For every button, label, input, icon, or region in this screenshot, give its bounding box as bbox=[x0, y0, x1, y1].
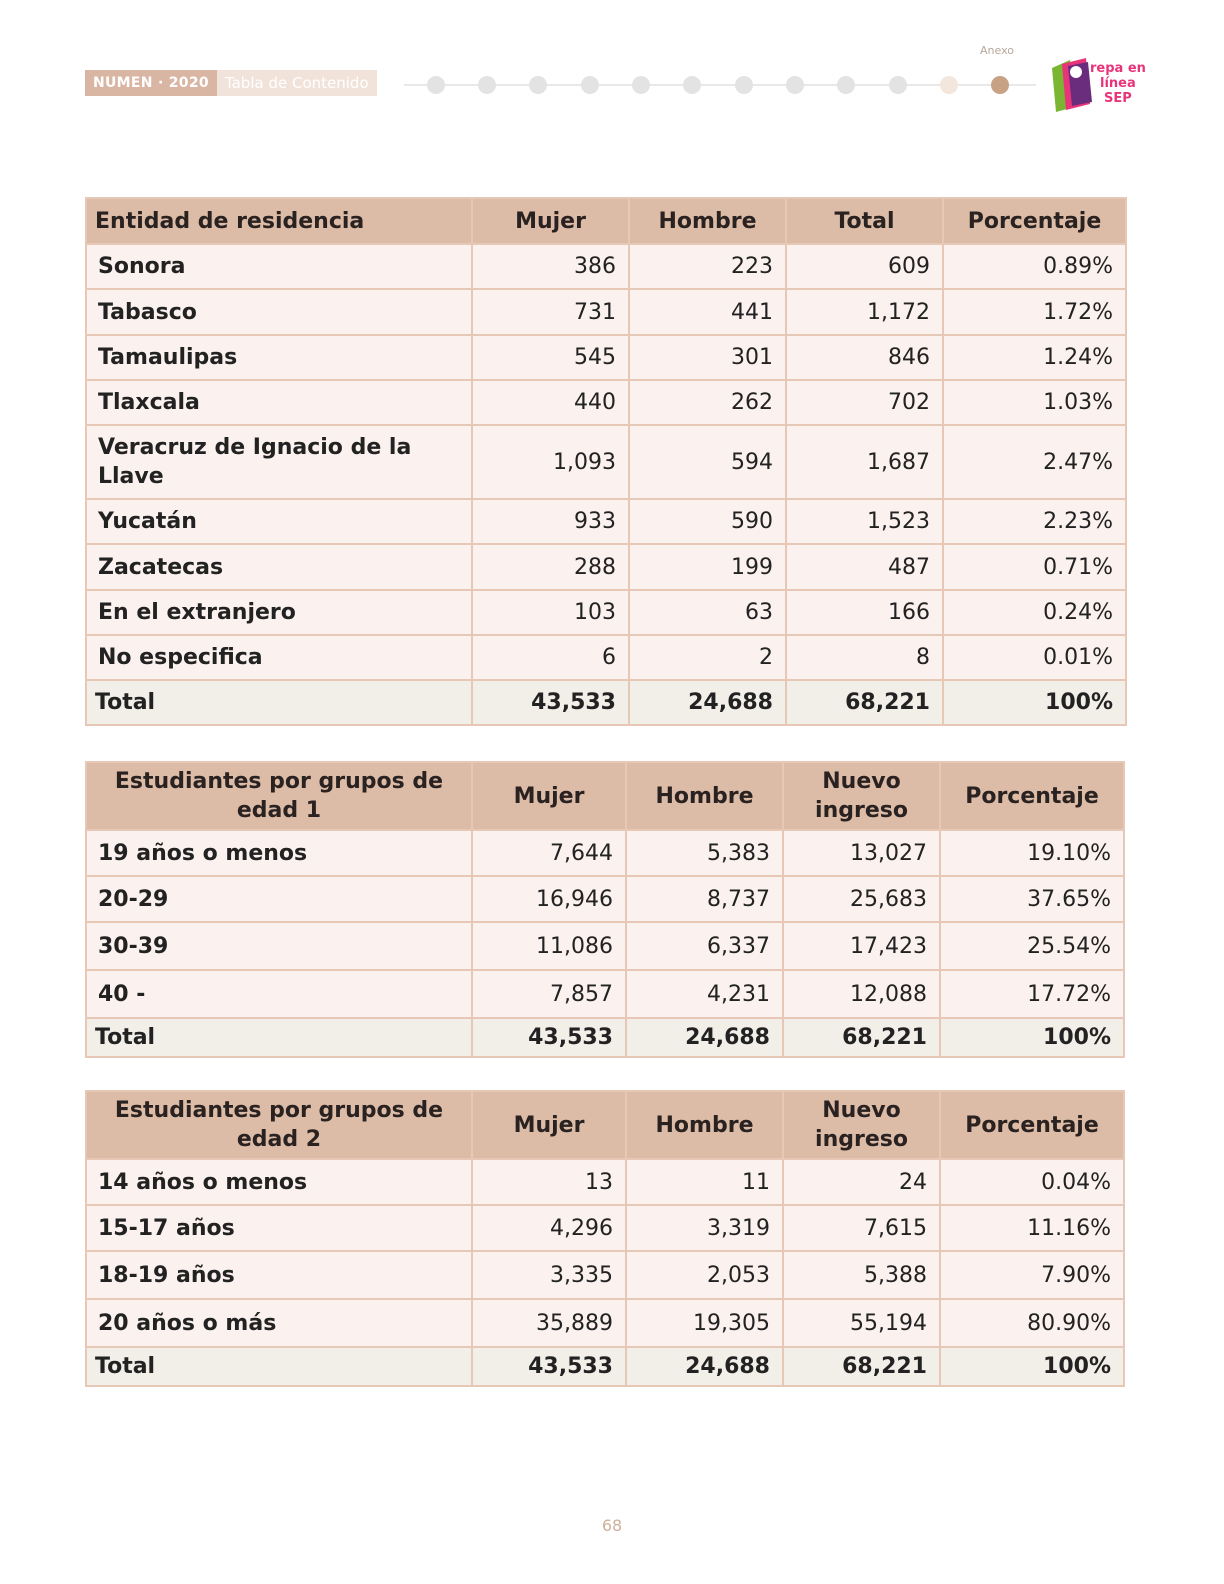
total-label: Total bbox=[86, 1347, 472, 1386]
table-row bbox=[86, 1251, 1124, 1299]
cell-value: 545 bbox=[472, 335, 629, 380]
cell-value: 5,388 bbox=[783, 1251, 940, 1299]
total-value: 100% bbox=[943, 680, 1126, 725]
cell-value: 846 bbox=[786, 335, 943, 380]
cell-value: 0.04% bbox=[940, 1159, 1124, 1205]
total-value: 24,688 bbox=[626, 1018, 783, 1057]
table-header-row bbox=[86, 1091, 1124, 1159]
svg-text:línea: línea bbox=[1100, 76, 1136, 91]
section-dot[interactable] bbox=[581, 76, 599, 94]
cell-value: 25,683 bbox=[783, 876, 940, 922]
column-header: Estudiantes por grupos de edad 1 bbox=[86, 762, 472, 830]
row-label: 40 - bbox=[86, 970, 472, 1018]
table-row bbox=[86, 876, 1124, 922]
prepa-en-linea-sep-logo bbox=[1048, 54, 1146, 116]
total-value: 68,221 bbox=[783, 1018, 940, 1057]
total-value: 68,221 bbox=[783, 1347, 940, 1386]
table-row bbox=[86, 425, 1126, 499]
column-header: Porcentaje bbox=[940, 1091, 1124, 1159]
cell-value: 1.24% bbox=[943, 335, 1126, 380]
cell-value: 19.10% bbox=[940, 830, 1124, 876]
row-label: Yucatán bbox=[86, 499, 472, 544]
cell-value: 0.89% bbox=[943, 244, 1126, 289]
cell-value: 1,093 bbox=[472, 425, 629, 499]
cell-value: 7.90% bbox=[940, 1251, 1124, 1299]
cell-value: 8,737 bbox=[626, 876, 783, 922]
table-row bbox=[86, 544, 1126, 590]
cell-value: 487 bbox=[786, 544, 943, 590]
cell-value: 2,053 bbox=[626, 1251, 783, 1299]
table-row bbox=[86, 1159, 1124, 1205]
cell-value: 262 bbox=[629, 380, 786, 425]
cell-value: 37.65% bbox=[940, 876, 1124, 922]
cell-value: 440 bbox=[472, 380, 629, 425]
cell-value: 301 bbox=[629, 335, 786, 380]
row-label: 14 años o menos bbox=[86, 1159, 472, 1205]
cell-value: 80.90% bbox=[940, 1299, 1124, 1347]
cell-value: 5,383 bbox=[626, 830, 783, 876]
cell-value: 8 bbox=[786, 635, 943, 680]
column-header: Entidad de residencia bbox=[86, 198, 472, 244]
cell-value: 166 bbox=[786, 590, 943, 635]
total-value: 43,533 bbox=[472, 1347, 626, 1386]
cell-value: 933 bbox=[472, 499, 629, 544]
row-label: Tlaxcala bbox=[86, 380, 472, 425]
section-dot[interactable] bbox=[735, 76, 753, 94]
cell-value: 2 bbox=[629, 635, 786, 680]
total-value: 43,533 bbox=[472, 1018, 626, 1057]
cell-value: 11,086 bbox=[472, 922, 626, 970]
column-header: Hombre bbox=[626, 762, 783, 830]
toc-link[interactable]: Tabla de Contenido bbox=[217, 70, 377, 96]
section-dot[interactable] bbox=[889, 76, 907, 94]
cell-value: 1.03% bbox=[943, 380, 1126, 425]
row-label: 15-17 años bbox=[86, 1205, 472, 1251]
cell-value: 0.24% bbox=[943, 590, 1126, 635]
total-label: Total bbox=[86, 680, 472, 725]
section-dot[interactable] bbox=[427, 76, 445, 94]
cell-value: 63 bbox=[629, 590, 786, 635]
cell-value: 1,523 bbox=[786, 499, 943, 544]
cell-value: 441 bbox=[629, 289, 786, 335]
cell-value: 7,857 bbox=[472, 970, 626, 1018]
row-label: Zacatecas bbox=[86, 544, 472, 590]
table-row bbox=[86, 499, 1126, 544]
cell-value: 7,615 bbox=[783, 1205, 940, 1251]
table-row bbox=[86, 590, 1126, 635]
table-row bbox=[86, 1299, 1124, 1347]
cell-value: 0.71% bbox=[943, 544, 1126, 590]
total-row bbox=[86, 680, 1126, 725]
table-row bbox=[86, 244, 1126, 289]
row-label: Tabasco bbox=[86, 289, 472, 335]
cell-value: 19,305 bbox=[626, 1299, 783, 1347]
cell-value: 13,027 bbox=[783, 830, 940, 876]
svg-text:SEP: SEP bbox=[1104, 91, 1132, 106]
cell-value: 103 bbox=[472, 590, 629, 635]
column-header: Hombre bbox=[626, 1091, 783, 1159]
section-dot[interactable] bbox=[837, 76, 855, 94]
cell-value: 3,319 bbox=[626, 1205, 783, 1251]
cell-value: 17.72% bbox=[940, 970, 1124, 1018]
column-header: Estudiantes por grupos de edad 2 bbox=[86, 1091, 472, 1159]
row-label: Veracruz de Ignacio de la Llave bbox=[86, 425, 472, 499]
total-value: 43,533 bbox=[472, 680, 629, 725]
column-header: Porcentaje bbox=[940, 762, 1124, 830]
column-header: Nuevo ingreso bbox=[783, 1091, 940, 1159]
table-row bbox=[86, 635, 1126, 680]
column-header: Total bbox=[786, 198, 943, 244]
cell-value: 25.54% bbox=[940, 922, 1124, 970]
section-label-anexo: Anexo bbox=[980, 44, 1014, 57]
cell-value: 3,335 bbox=[472, 1251, 626, 1299]
row-label: 20 años o más bbox=[86, 1299, 472, 1347]
table-row bbox=[86, 970, 1124, 1018]
total-label: Total bbox=[86, 1018, 472, 1057]
cell-value: 6 bbox=[472, 635, 629, 680]
column-header: Mujer bbox=[472, 198, 629, 244]
row-label: 19 años o menos bbox=[86, 830, 472, 876]
row-label: 20-29 bbox=[86, 876, 472, 922]
header-breadcrumb bbox=[85, 70, 377, 96]
svg-text:repa en: repa en bbox=[1090, 61, 1146, 76]
table-row bbox=[86, 1205, 1124, 1251]
cell-value: 1,172 bbox=[786, 289, 943, 335]
row-label: 30-39 bbox=[86, 922, 472, 970]
cell-value: 16,946 bbox=[472, 876, 626, 922]
cell-value: 731 bbox=[472, 289, 629, 335]
column-header: Porcentaje bbox=[943, 198, 1126, 244]
cell-value: 590 bbox=[629, 499, 786, 544]
cell-value: 2.23% bbox=[943, 499, 1126, 544]
cell-value: 11 bbox=[626, 1159, 783, 1205]
cell-value: 386 bbox=[472, 244, 629, 289]
row-label: No especifica bbox=[86, 635, 472, 680]
cell-value: 288 bbox=[472, 544, 629, 590]
section-dot-anexo-active[interactable] bbox=[991, 76, 1009, 94]
page-number: 68 bbox=[601, 1516, 623, 1535]
section-dot[interactable] bbox=[683, 76, 701, 94]
column-header: Mujer bbox=[472, 762, 626, 830]
total-row bbox=[86, 1018, 1124, 1057]
cell-value: 55,194 bbox=[783, 1299, 940, 1347]
total-value: 24,688 bbox=[629, 680, 786, 725]
cell-value: 6,337 bbox=[626, 922, 783, 970]
cell-value: 1.72% bbox=[943, 289, 1126, 335]
cell-value: 4,231 bbox=[626, 970, 783, 1018]
cell-value: 7,644 bbox=[472, 830, 626, 876]
section-dot[interactable] bbox=[529, 76, 547, 94]
cell-value: 1,687 bbox=[786, 425, 943, 499]
age-groups-1-table bbox=[85, 761, 1125, 1058]
table-row bbox=[86, 922, 1124, 970]
table-header-row bbox=[86, 762, 1124, 830]
brand-label: NUMEN · 2020 bbox=[85, 70, 217, 96]
section-dot[interactable] bbox=[786, 76, 804, 94]
cell-value: 35,889 bbox=[472, 1299, 626, 1347]
cell-value: 609 bbox=[786, 244, 943, 289]
row-label: 18-19 años bbox=[86, 1251, 472, 1299]
section-dot[interactable] bbox=[478, 76, 496, 94]
table-row bbox=[86, 380, 1126, 425]
row-label: En el extranjero bbox=[86, 590, 472, 635]
total-value: 68,221 bbox=[786, 680, 943, 725]
residence-table bbox=[85, 197, 1127, 726]
cell-value: 13 bbox=[472, 1159, 626, 1205]
cell-value: 594 bbox=[629, 425, 786, 499]
cell-value: 12,088 bbox=[783, 970, 940, 1018]
section-dot[interactable] bbox=[940, 76, 958, 94]
cell-value: 11.16% bbox=[940, 1205, 1124, 1251]
total-row bbox=[86, 1347, 1124, 1386]
table-header-row bbox=[86, 198, 1126, 244]
section-dot[interactable] bbox=[632, 76, 650, 94]
cell-value: 702 bbox=[786, 380, 943, 425]
cell-value: 24 bbox=[783, 1159, 940, 1205]
table-row bbox=[86, 830, 1124, 876]
age-groups-2-table bbox=[85, 1090, 1125, 1387]
cell-value: 223 bbox=[629, 244, 786, 289]
total-value: 24,688 bbox=[626, 1347, 783, 1386]
cell-value: 2.47% bbox=[943, 425, 1126, 499]
row-label: Tamaulipas bbox=[86, 335, 472, 380]
table-row bbox=[86, 335, 1126, 380]
cell-value: 4,296 bbox=[472, 1205, 626, 1251]
row-label: Sonora bbox=[86, 244, 472, 289]
column-header: Nuevo ingreso bbox=[783, 762, 940, 830]
total-value: 100% bbox=[940, 1347, 1124, 1386]
column-header: Mujer bbox=[472, 1091, 626, 1159]
cell-value: 0.01% bbox=[943, 635, 1126, 680]
cell-value: 17,423 bbox=[783, 922, 940, 970]
table-row bbox=[86, 289, 1126, 335]
total-value: 100% bbox=[940, 1018, 1124, 1057]
column-header: Hombre bbox=[629, 198, 786, 244]
cell-value: 199 bbox=[629, 544, 786, 590]
